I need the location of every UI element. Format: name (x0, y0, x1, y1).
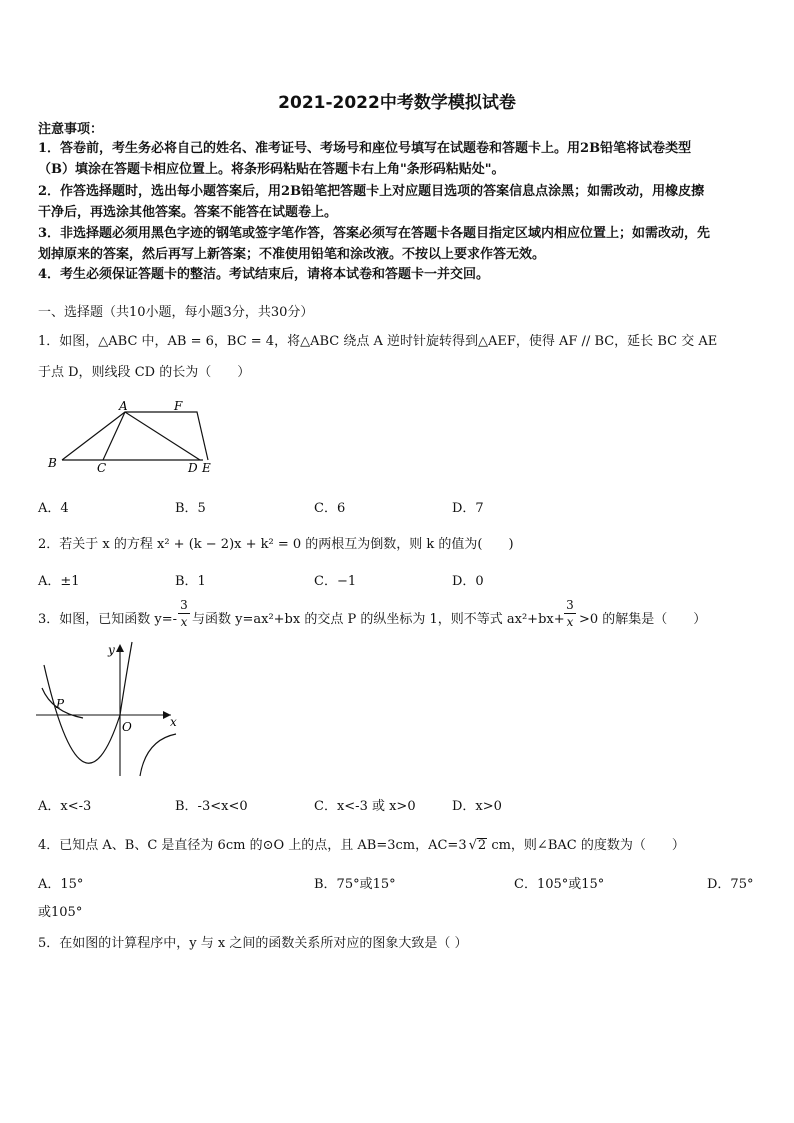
q3-text-1: 3．如图，已知函数 y=- (38, 612, 178, 627)
q3-frac2-den: x (566, 615, 574, 629)
sqrt-symbol: √ (468, 838, 477, 853)
question-3-options (38, 795, 760, 815)
option-b[interactable]: B．75°或15° (314, 877, 396, 892)
option-c[interactable]: C．x<-3 或 x>0 (314, 799, 416, 814)
question-4-options (38, 873, 760, 893)
label-x: x (170, 715, 177, 729)
option-d[interactable]: D．x>0 (452, 799, 502, 814)
notice-line: 3．非选择题必须用黑色字迹的钢笔或签字笔作答，答案必须写在答题卡各题目指定区域内相应位置上；如需改动，先 (38, 226, 711, 241)
q4-text-2: cm，则∠BAC 的度数为（ ） (487, 838, 685, 853)
sqrt-radicand: 2 (477, 838, 487, 853)
option-c[interactable]: C．6 (314, 501, 346, 516)
question-2-stem: 2．若关于 x 的方程 x² + (k − 2)x + k² = 0 的两根互为倒数，则 k 的值为( ) (38, 537, 514, 552)
question-1-stem: 1．如图，△ABC 中，AB = 6，BC = 4，将△ABC 绕点 A 逆时针旋转得到△AEF，使得 AF // BC，延长 BC 交 AE (38, 334, 718, 349)
hyperbola-right-branch (140, 734, 176, 776)
notice-line: 4．考生必须保证答题卡的整洁。考试结束后，请将本试卷和答题卡一并交回。 (38, 267, 490, 282)
option-b[interactable]: B．5 (175, 501, 206, 516)
question-5-stem: 5．在如图的计算程序中，y 与 x 之间的函数关系所对应的图象大致是（ ） (38, 936, 468, 951)
option-d[interactable]: D．7 (452, 501, 484, 516)
option-d[interactable]: D．0 (452, 574, 484, 589)
y-axis-arrow (116, 644, 124, 652)
label-e: E (202, 461, 211, 475)
option-a[interactable]: A．x<-3 (38, 799, 92, 814)
triangle-aef-outline (62, 412, 208, 460)
q3-frac2-num: 3 (564, 598, 576, 614)
label-p: P (56, 697, 65, 711)
segment-ac (103, 412, 125, 460)
option-b[interactable]: B．1 (175, 574, 206, 589)
question-1-stem-cont: 于点 D，则线段 CD 的长为（ ） (38, 365, 251, 380)
notice-line: 1．答卷前，考生务必将自己的姓名、准考证号、考场号和座位号填写在试题卷和答题卡上。用2B铅笔将试卷类型 (38, 141, 692, 156)
section-heading: 一、选择题（共10小题，每小题3分，共30分） (38, 305, 314, 320)
notice-line: 干净后，再选涂其他答案。答案不能答在试题卷上。 (38, 205, 338, 220)
option-a[interactable]: A．15° (38, 877, 84, 892)
q3-frac-num: 3 (178, 598, 190, 614)
label-o: O (122, 720, 132, 734)
option-a[interactable]: A．±1 (38, 574, 80, 589)
label-d: D (188, 461, 198, 475)
label-a: A (119, 400, 128, 413)
option-c[interactable]: C．−1 (314, 574, 357, 589)
notice-line: 2．作答选择题时，选出每小题答案后，用2B铅笔把答题卡上对应题目选项的答案信息点涂黑；如需改动，用橡皮擦 (38, 184, 705, 199)
option-c[interactable]: C．105°或15° (514, 877, 605, 892)
label-f: F (174, 400, 183, 413)
label-y: y (108, 643, 115, 657)
notice-line: （B）填涂在答题卡相应位置上。将条形码粘贴在答题卡右上角"条形码粘贴处"。 (38, 162, 505, 177)
question-3-stem (38, 598, 760, 638)
question-1-figure (40, 400, 230, 480)
label-c: C (97, 461, 107, 475)
q3-text-2: 与函数 y=ax²+bx 的交点 P 的纵坐标为 1，则不等式 ax²+bx+ (192, 612, 565, 627)
question-4-stem (38, 836, 760, 856)
option-d-continuation: 或105° (38, 905, 83, 920)
notice-heading: 注意事项： (38, 122, 104, 137)
notice-line: 划掉原来的答案，然后再写上新答案；不准使用铅笔和涂改液。不按以上要求作答无效。 (38, 247, 546, 262)
label-b: B (48, 456, 57, 470)
option-a[interactable]: A．4 (38, 501, 69, 516)
option-b[interactable]: B．-3<x<0 (175, 799, 248, 814)
q3-text-3: >0 的解集是（ ） (579, 612, 707, 627)
q3-frac-den: x (180, 615, 188, 629)
q4-text-1: 4．已知点 A、B、C 是直径为 6cm 的⊙O 上的点，且 AB=3cm，AC=3 (38, 838, 467, 853)
question-3-graph (36, 640, 186, 780)
question-2-options (38, 570, 760, 590)
page-title: 2021-2022中考数学模拟试卷 (278, 93, 516, 113)
segment-ae (125, 412, 200, 460)
option-d[interactable]: D．75° (707, 877, 754, 892)
question-1-options (38, 497, 760, 517)
